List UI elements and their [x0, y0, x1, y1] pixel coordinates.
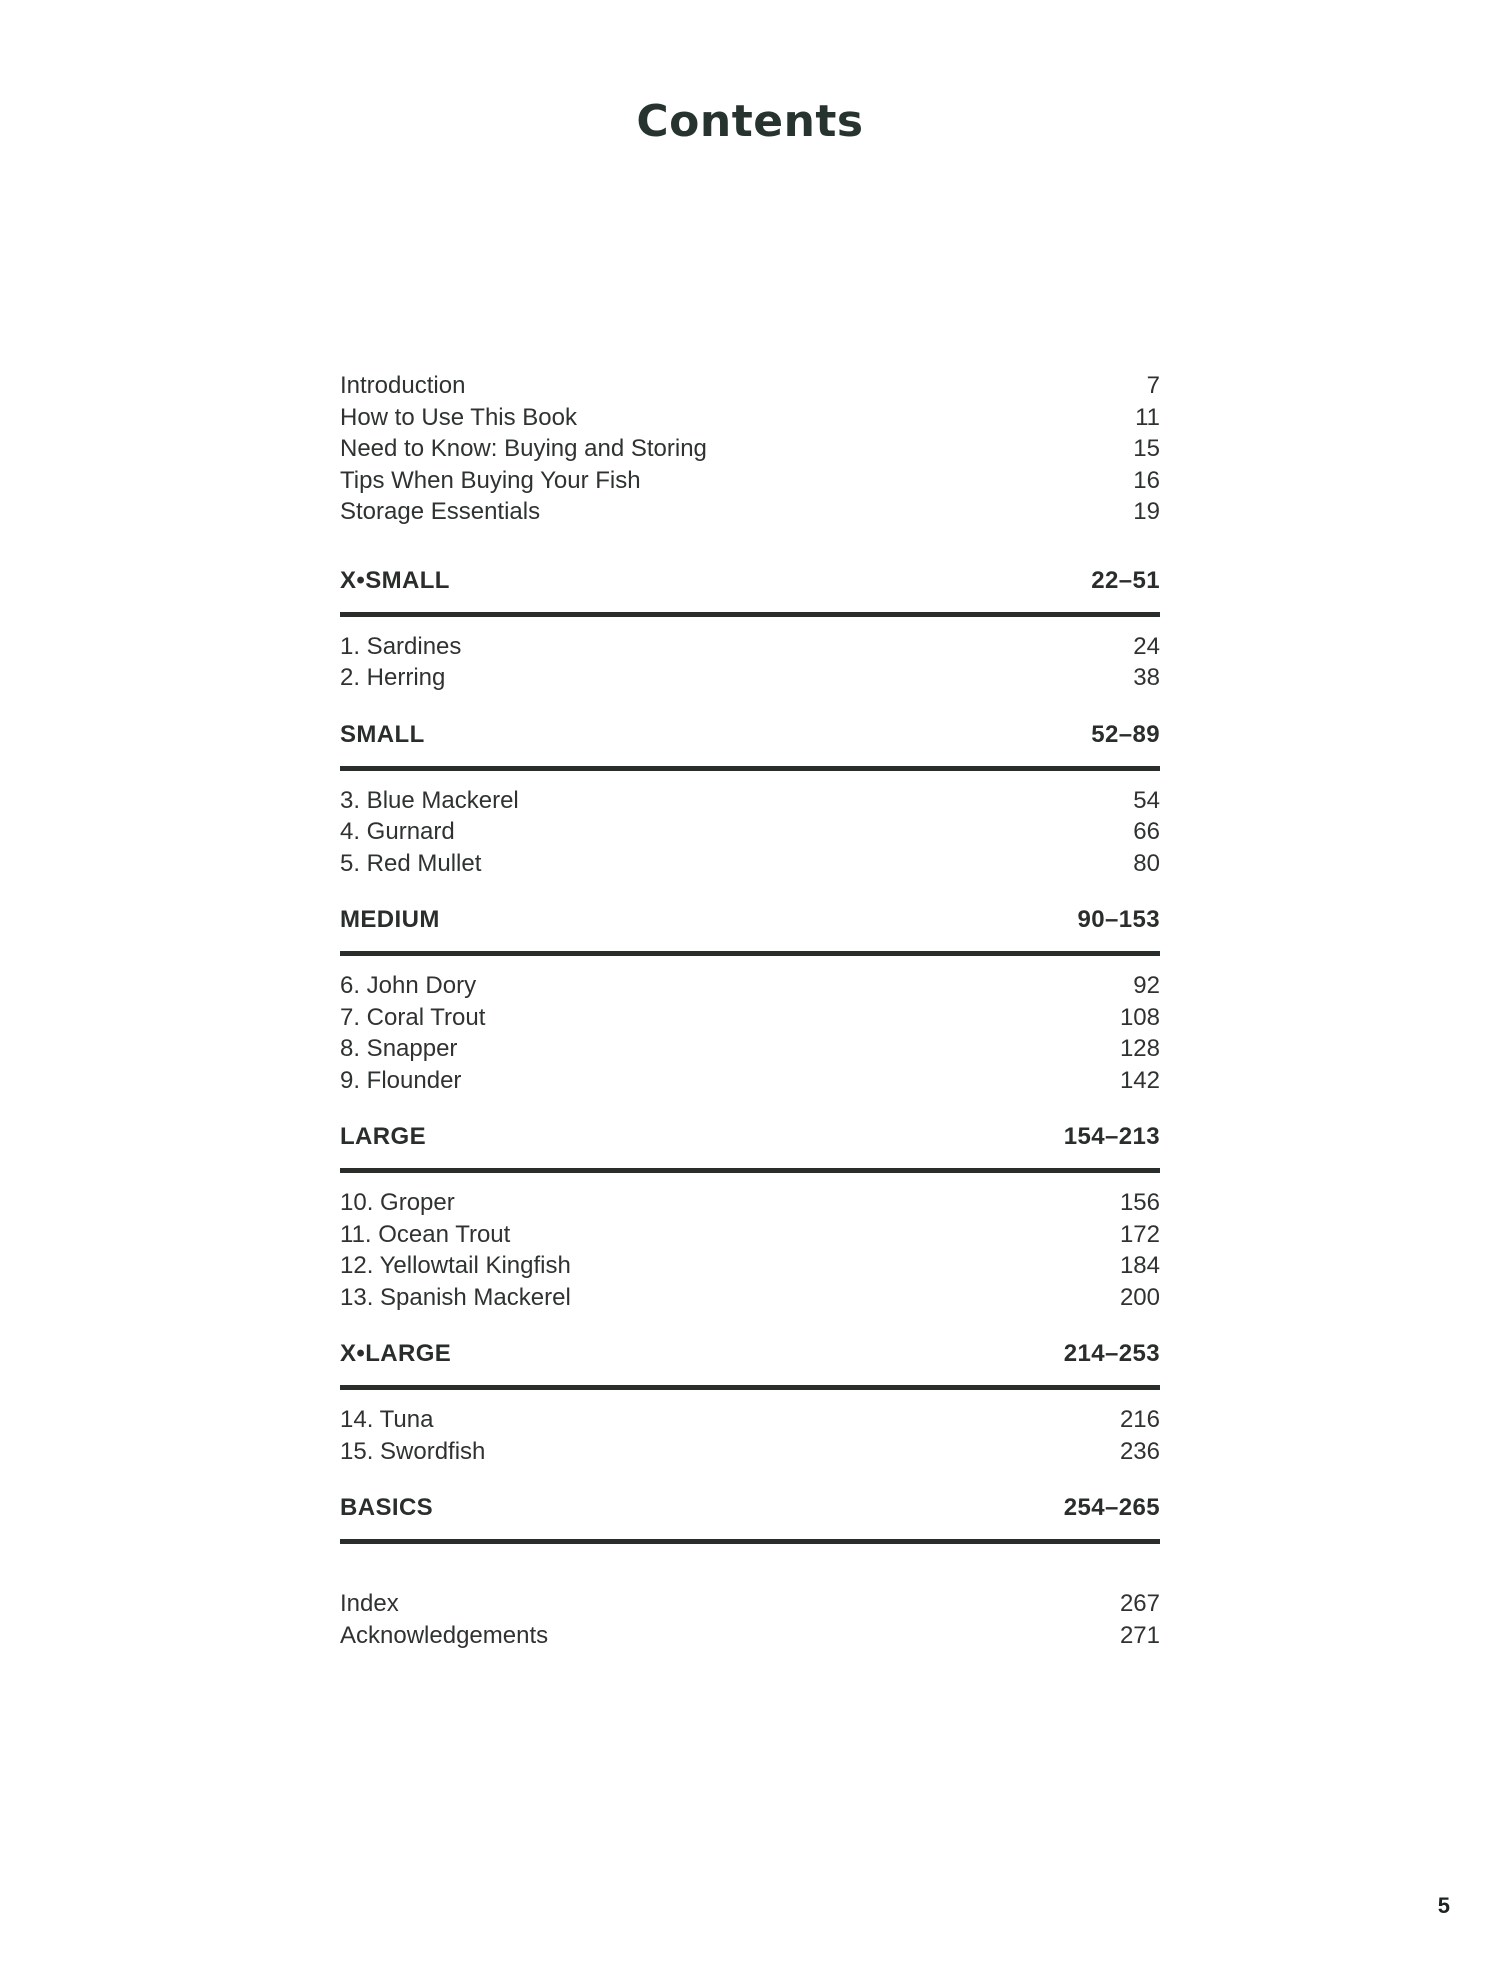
- section-range: 214–253: [1063, 1340, 1160, 1367]
- entry-page: 54: [1133, 786, 1160, 814]
- entry-label: 13. Spanish Mackerel: [340, 1283, 571, 1311]
- entry-page: 7: [1146, 372, 1160, 399]
- toc-entry[interactable]: [340, 1404, 1160, 1436]
- toc-entry[interactable]: [340, 1250, 1160, 1282]
- section-header-basics[interactable]: [340, 1493, 1160, 1544]
- entry-page: 267: [1119, 1590, 1160, 1617]
- entry-label: 5. Red Mullet: [340, 849, 482, 877]
- entry-page: 15: [1133, 435, 1160, 462]
- entry-label: Need to Know: Buying and Storing: [340, 435, 707, 462]
- toc-entry[interactable]: [340, 1282, 1160, 1314]
- entry-label: Introduction: [340, 372, 466, 399]
- toc-entry[interactable]: [340, 662, 1160, 694]
- entry-page: 156: [1119, 1189, 1160, 1216]
- toc-entry[interactable]: [340, 816, 1160, 848]
- toc-entry-introduction[interactable]: [340, 370, 1160, 402]
- entry-label: Tips When Buying Your Fish: [340, 466, 641, 494]
- entry-page: 19: [1133, 498, 1160, 525]
- entry-page: 24: [1133, 632, 1160, 660]
- entry-label: 11. Ocean Trout: [340, 1220, 511, 1248]
- toc-entry[interactable]: [340, 631, 1160, 663]
- section-title: SMALL: [340, 720, 425, 748]
- toc-entry[interactable]: [340, 1065, 1160, 1097]
- entry-page: 142: [1119, 1066, 1160, 1094]
- entry-label: Index: [340, 1590, 399, 1617]
- section-entries-large: [340, 1187, 1160, 1313]
- toc-entry-index[interactable]: [340, 1588, 1160, 1620]
- toc-entry[interactable]: [340, 1187, 1160, 1219]
- entry-page: 92: [1133, 972, 1160, 999]
- toc-entry[interactable]: [340, 785, 1160, 817]
- back-matter-entries: [340, 1588, 1160, 1651]
- section-entries-medium: [340, 970, 1160, 1096]
- section-title: BASICS: [340, 1494, 434, 1521]
- entry-label: 4. Gurnard: [340, 818, 455, 845]
- entry-page: 16: [1133, 466, 1160, 494]
- entry-page: 11: [1135, 403, 1160, 431]
- toc-entry[interactable]: [340, 1033, 1160, 1065]
- section-range: 254–265: [1063, 1494, 1160, 1521]
- section-header-small[interactable]: [340, 720, 1160, 771]
- section-title: LARGE: [340, 1123, 426, 1150]
- entry-page: 236: [1119, 1437, 1160, 1465]
- toc-entry[interactable]: [340, 1436, 1160, 1468]
- entry-page: 80: [1133, 849, 1160, 877]
- entry-page: 216: [1119, 1406, 1160, 1433]
- toc-entry[interactable]: [340, 970, 1160, 1002]
- entry-label: 2. Herring: [340, 664, 446, 691]
- toc-entry-tips[interactable]: [340, 465, 1160, 497]
- section-range: 22–51: [1091, 566, 1160, 594]
- toc-entry[interactable]: [340, 1219, 1160, 1251]
- table-of-contents: [340, 370, 1160, 1651]
- entry-label: 10. Groper: [340, 1189, 455, 1216]
- entry-page: 200: [1119, 1283, 1160, 1311]
- section-header-x-large[interactable]: [340, 1339, 1160, 1390]
- toc-entry-storage[interactable]: [340, 496, 1160, 528]
- intro-entries: [340, 370, 1160, 528]
- entry-label: Acknowledgements: [340, 1621, 549, 1649]
- toc-entry-how-to-use[interactable]: [340, 402, 1160, 434]
- entry-page: 38: [1133, 664, 1160, 691]
- entry-label: 9. Flounder: [340, 1066, 462, 1094]
- entry-label: Storage Essentials: [340, 498, 541, 525]
- section-entries-x-large: [340, 1404, 1160, 1467]
- page-title: Contents: [636, 96, 864, 147]
- entry-page: 271: [1119, 1621, 1160, 1649]
- entry-label: 12. Yellowtail Kingfish: [340, 1252, 571, 1279]
- entry-page: 128: [1119, 1035, 1160, 1062]
- toc-entry-acknowledgements[interactable]: [340, 1620, 1160, 1652]
- entry-label: 7. Coral Trout: [340, 1003, 486, 1031]
- entry-label: 3. Blue Mackerel: [340, 786, 519, 814]
- page-number: 5: [1437, 1893, 1450, 1918]
- entry-label: How to Use This Book: [340, 403, 577, 431]
- toc-entry-need-to-know[interactable]: [340, 433, 1160, 465]
- section-header-large[interactable]: [340, 1122, 1160, 1173]
- section-entries-x-small: [340, 631, 1160, 694]
- entry-page: 66: [1133, 818, 1160, 845]
- section-header-medium[interactable]: [340, 905, 1160, 956]
- entry-page: 108: [1119, 1003, 1160, 1031]
- section-range: 90–153: [1077, 906, 1160, 933]
- toc-entry[interactable]: [340, 1002, 1160, 1034]
- section-title: X•SMALL: [340, 566, 450, 594]
- section-title: X•LARGE: [340, 1340, 452, 1367]
- section-range: 52–89: [1091, 720, 1160, 748]
- section-title: MEDIUM: [340, 906, 440, 933]
- section-range: 154–213: [1063, 1123, 1160, 1150]
- entry-page: 172: [1119, 1220, 1160, 1248]
- entry-page: 184: [1119, 1252, 1160, 1279]
- section-entries-small: [340, 785, 1160, 880]
- entry-label: 15. Swordfish: [340, 1437, 486, 1465]
- entry-label: 6. John Dory: [340, 972, 477, 999]
- toc-entry[interactable]: [340, 848, 1160, 880]
- entry-label: 1. Sardines: [340, 632, 462, 660]
- entry-label: 8. Snapper: [340, 1035, 458, 1062]
- section-header-x-small[interactable]: [340, 566, 1160, 617]
- entry-label: 14. Tuna: [340, 1406, 434, 1433]
